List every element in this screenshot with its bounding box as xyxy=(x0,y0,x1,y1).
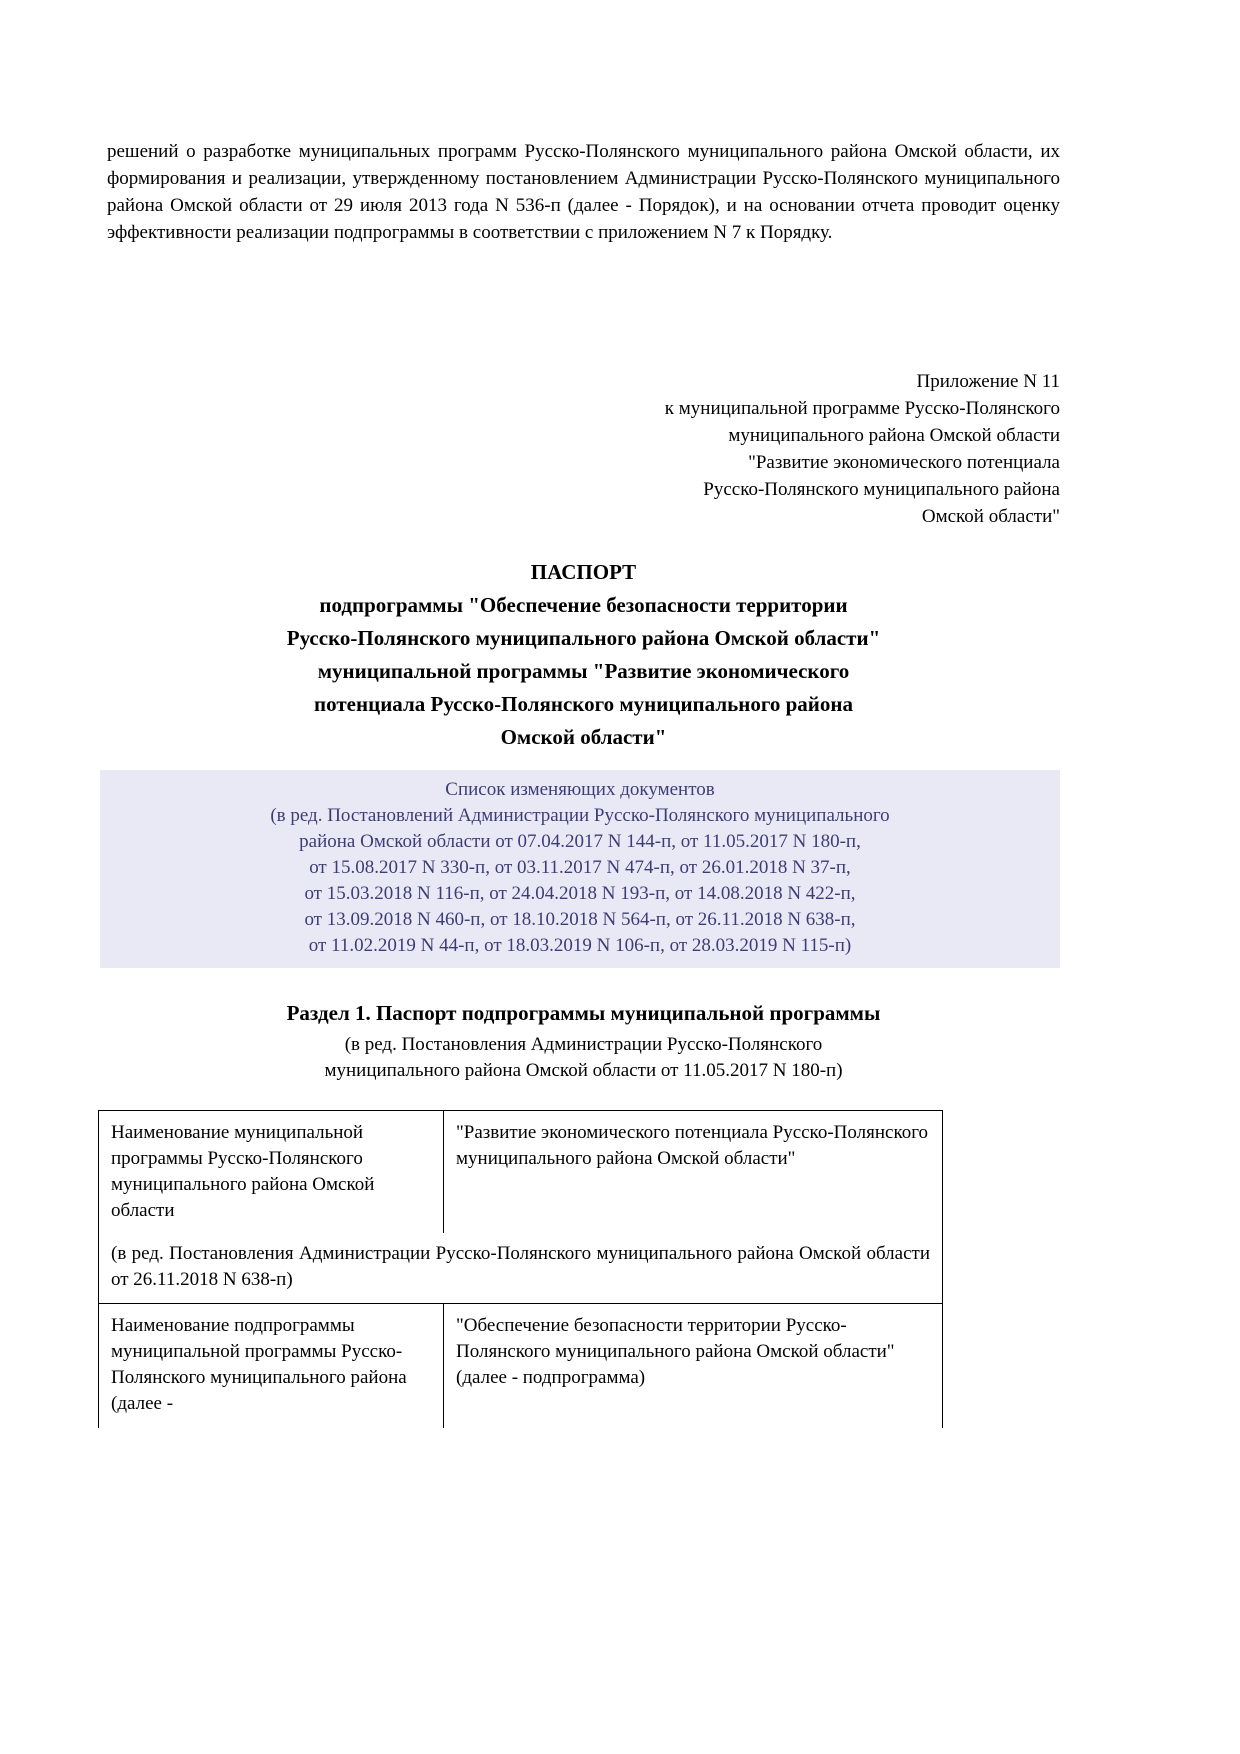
annex-line: Омской области" xyxy=(921,506,1060,527)
passport-heading-line: потенциала Русско-Полянского муниципального района xyxy=(314,692,853,716)
section-1-subtitle-line: муниципального района Омской области от 11.05.2017 N 180-п) xyxy=(324,1060,843,1081)
passport-heading-line: Русско-Полянского муниципального района Омской области" xyxy=(286,626,881,650)
amendments-box-title: Список изменяющих документов xyxy=(445,779,715,800)
passport-heading-line: подпрограммы "Обеспечение безопасности территории xyxy=(319,593,848,617)
annex-line: Русско-Полянского муниципального района xyxy=(703,479,1060,500)
annex-line: муниципального района Омской области xyxy=(728,425,1060,446)
amendments-box-line: от 13.09.2018 N 460-п, от 18.10.2018 N 564-п, от 26.11.2018 N 638-п, xyxy=(304,909,856,930)
section-1-subtitle-line: (в ред. Постановления Администрации Русско-Полянского xyxy=(344,1034,823,1055)
table-value-cell: "Обеспечение безопасности территории Русско-Полянского муниципального района Омской области" (далее - подпрограмма) xyxy=(456,1315,895,1388)
table-label-cell: Наименование подпрограммы муниципальной программы Русско-Полянского муниципального района (далее - xyxy=(99,1304,444,1428)
annex-line: Приложение N 11 xyxy=(916,371,1060,392)
table-row xyxy=(98,1304,943,1428)
amendments-box-line: (в ред. Постановлений Администрации Русско-Полянского муниципального xyxy=(270,805,890,826)
section-1-title: Раздел 1. Паспорт подпрограммы муниципальной программы xyxy=(286,1001,881,1025)
table-amendment-note-row: (в ред. Постановления Администрации Русско-Полянского муниципального района Омской области от 26.11.2018 N 638-п) xyxy=(98,1233,943,1304)
annex-line: к муниципальной программе Русско-Полянского xyxy=(664,398,1060,419)
amendments-box-line: от 15.03.2018 N 116-п, от 24.04.2018 N 193-п, от 14.08.2018 N 422-п, xyxy=(304,883,856,904)
amendments-box-line: от 15.08.2017 N 330-п, от 03.11.2017 N 474-п, от 26.01.2018 N 37-п, xyxy=(309,857,851,878)
intro-paragraph: решений о разработке муниципальных программ Русско-Полянского муниципального района Омской области, их формирования и реализации, утвержденному постановлением Администрации Русско-Полянского муниципального района Омской области от 29 июля 2013 года N 536-п (далее - Порядок), и на основании отчета проводит оценку эффективности реализации подпрограммы в соответствии с приложением N 7 к Порядку. xyxy=(107,141,1060,243)
annex-block xyxy=(107,368,1060,530)
passport-table xyxy=(98,1110,943,1428)
table-label-cell: Наименование муниципальной программы Русско-Полянского муниципального района Омской области xyxy=(99,1111,444,1233)
passport-heading-line: муниципальной программы "Развитие экономического xyxy=(317,659,850,683)
amendments-box-line: района Омской области от 07.04.2017 N 144-п, от 11.05.2017 N 180-п, xyxy=(299,831,861,852)
annex-line: "Развитие экономического потенциала xyxy=(748,452,1060,473)
amendments-box xyxy=(100,770,1060,968)
table-value-cell: "Развитие экономического потенциала Русско-Полянского муниципального района Омской области" xyxy=(456,1122,929,1169)
passport-heading-line: Омской области" xyxy=(500,725,667,749)
amendments-box-line: от 11.02.2019 N 44-п, от 18.03.2019 N 106-п, от 28.03.2019 N 115-п) xyxy=(308,935,852,956)
passport-heading-line: ПАСПОРТ xyxy=(530,560,637,584)
section-1-subtitle xyxy=(107,1032,1060,1084)
passport-heading xyxy=(107,556,1060,754)
table-row xyxy=(98,1111,943,1233)
